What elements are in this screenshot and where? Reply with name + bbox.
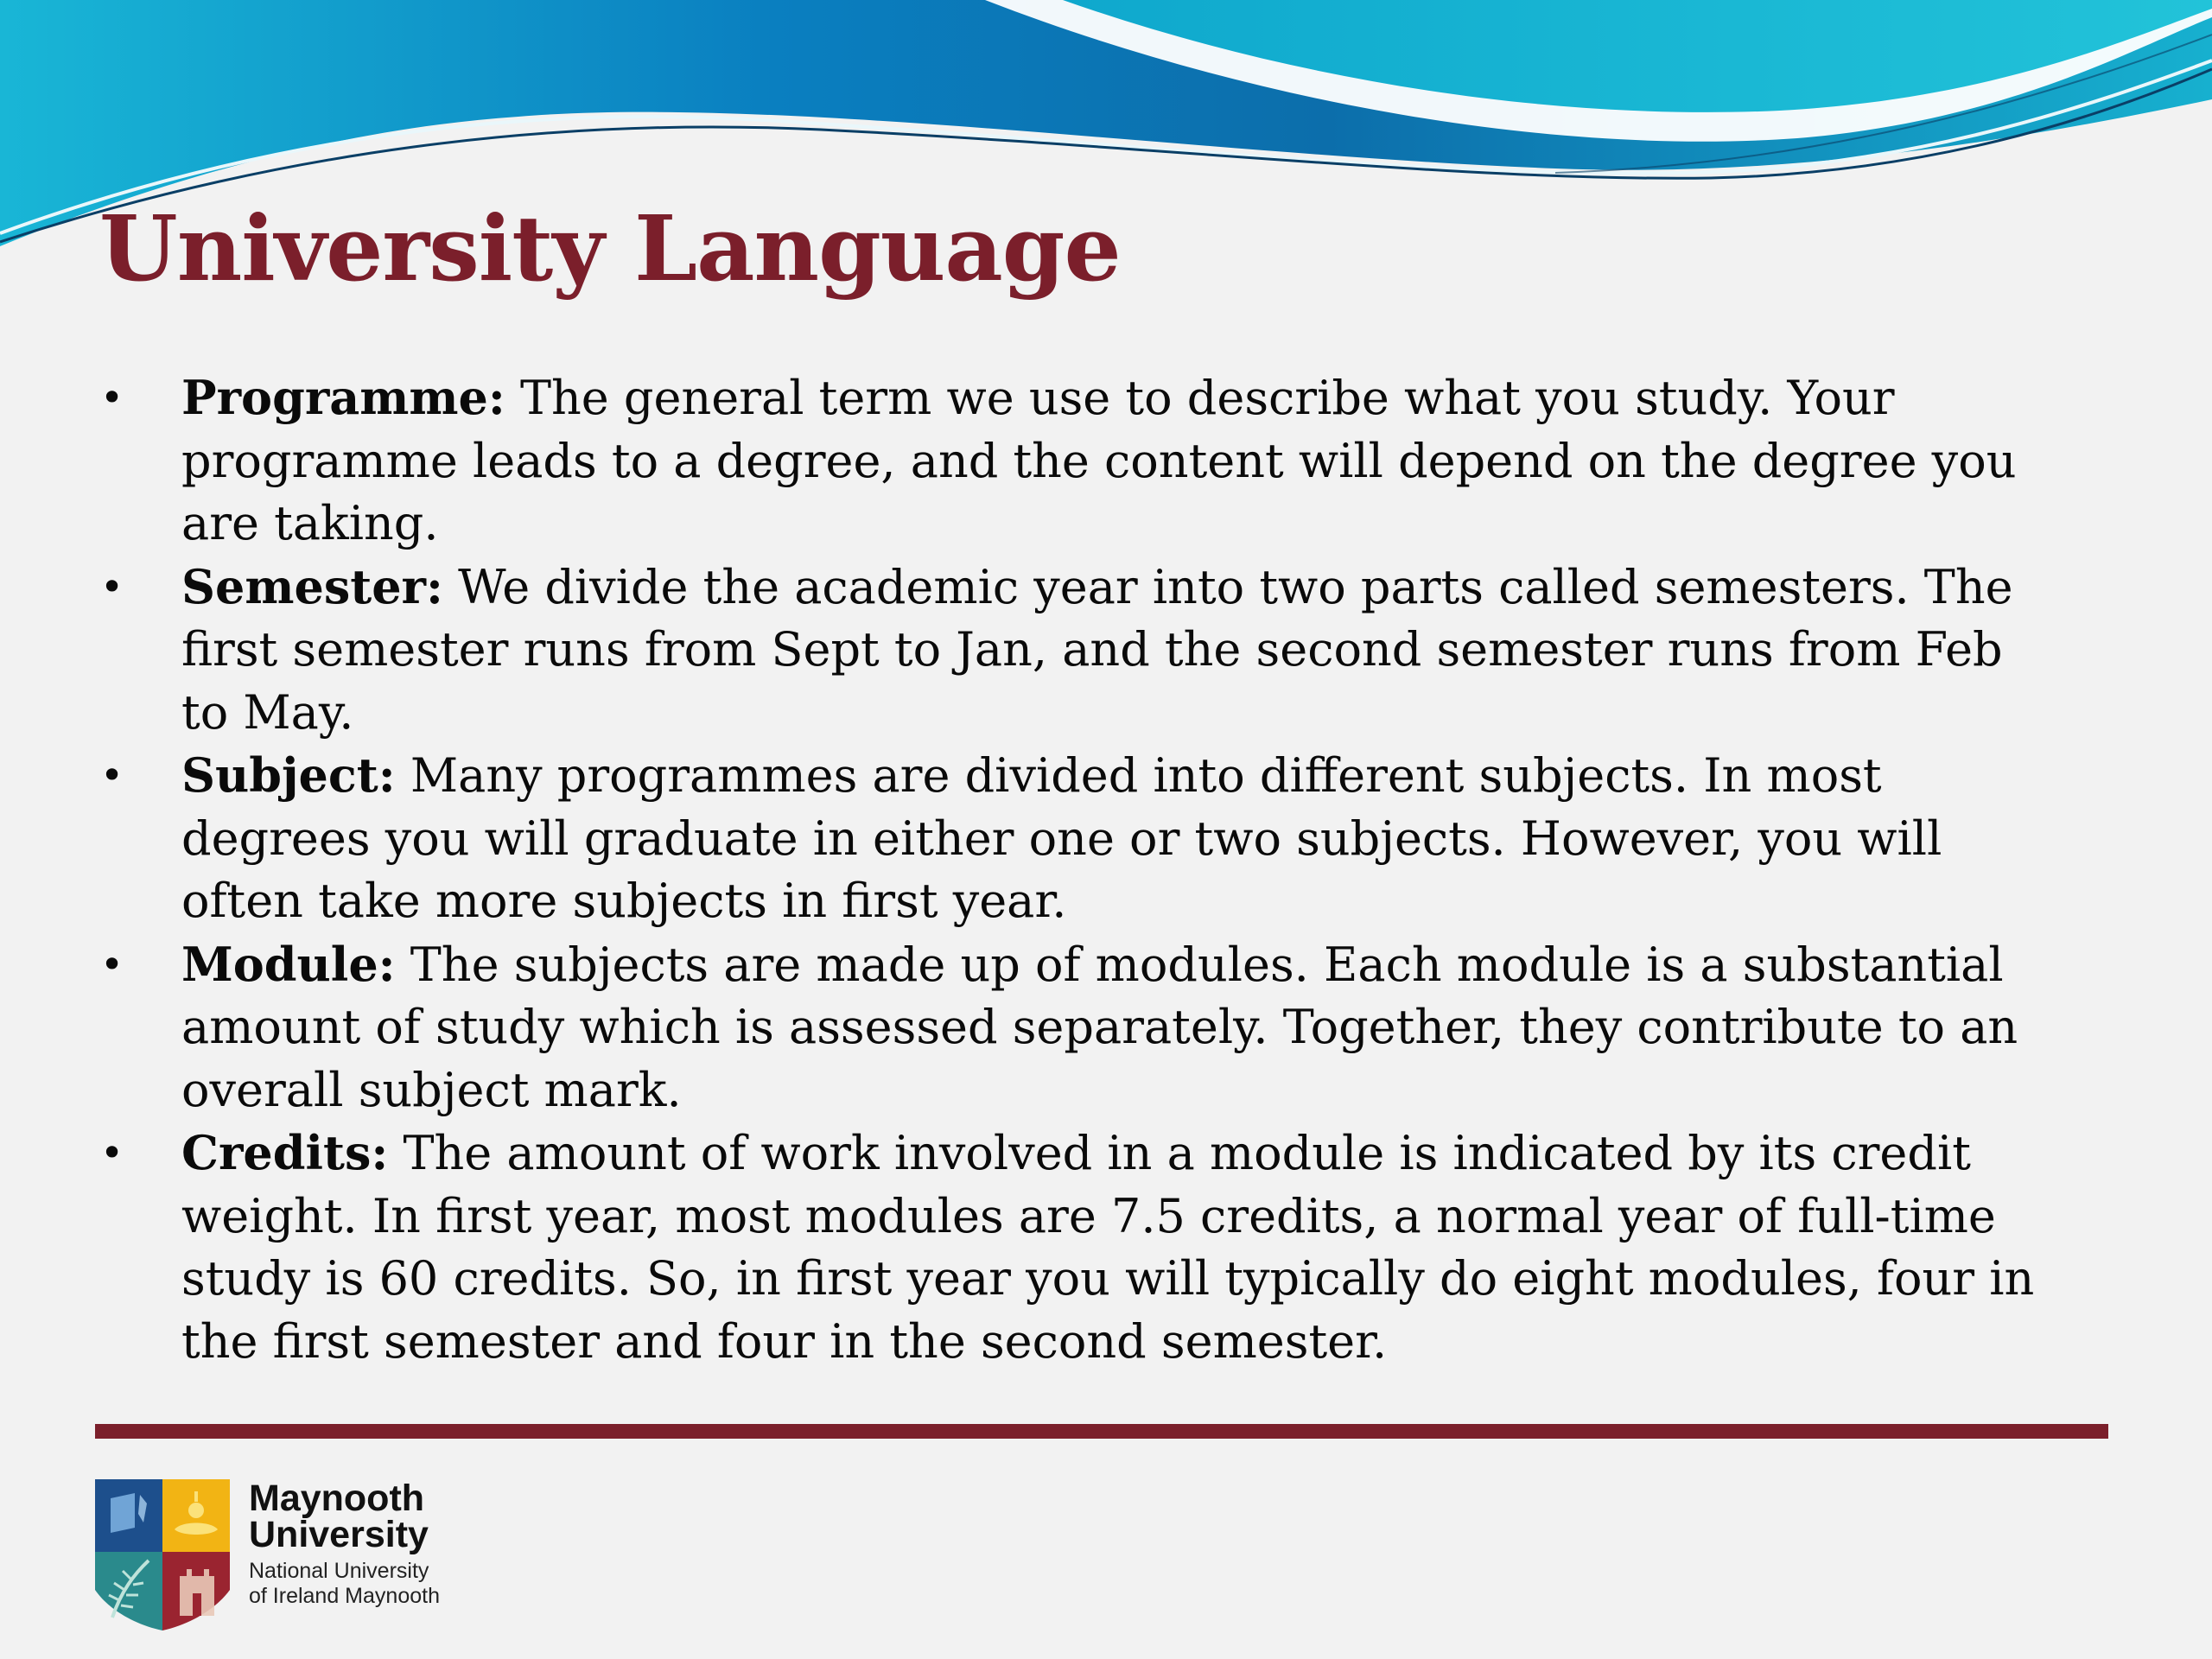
- term-label: Credits:: [181, 1125, 389, 1180]
- footer-divider: [95, 1424, 2108, 1439]
- slide-content: [0, 366, 2212, 1373]
- term-description: Many programmes are divided into different subjects. In most degrees you will graduate in either one or two subjects. However, you will often take more subjects in first year.: [181, 748, 1942, 928]
- definition-subject: [0, 744, 2039, 933]
- logo-university-name: Maynooth University: [249, 1478, 429, 1555]
- term-label: Programme:: [181, 370, 505, 425]
- term-label: Subject:: [181, 747, 396, 803]
- slide-title: University Language: [99, 195, 1121, 302]
- definition-list: [0, 366, 2212, 1373]
- crest-icon: [95, 1479, 230, 1630]
- term-description: The subjects are made up of modules. Each module is a substantial amount of study which is assessed separately. Together, they contribute to an overall subject mark.: [181, 937, 2018, 1117]
- university-logo: [95, 1479, 467, 1630]
- term-description: The amount of work involved in a module is indicated by its credit weight. In first year, most modules are 7.5 credits, a normal year of full-time study is 60 credits. So, in first year you will typically do eight modules, four in the first semester and four in the second semester.: [181, 1126, 2035, 1369]
- bullet-icon: •: [100, 940, 124, 988]
- term-description: The general term we use to describe what you study. Your programme leads to a degree, and the content will depend on the degree you are taking.: [181, 371, 2017, 550]
- bullet-icon: •: [100, 752, 124, 798]
- bullet-icon: •: [100, 374, 124, 421]
- bullet-icon: •: [100, 1129, 124, 1176]
- term-description: We divide the academic year into two parts called semesters. The first semester runs from Sept to Jan, and the second semester runs from Feb to May.: [181, 559, 2013, 740]
- definition-module: [0, 933, 2039, 1122]
- definition-programme: [0, 366, 2039, 556]
- logo-subtitle: National University of Ireland Maynooth: [249, 1559, 440, 1608]
- definition-semester: [0, 556, 2039, 745]
- term-label: Semester:: [181, 558, 443, 614]
- term-label: Module:: [181, 936, 396, 992]
- definition-credits: [0, 1122, 2039, 1373]
- bullet-icon: •: [100, 563, 124, 610]
